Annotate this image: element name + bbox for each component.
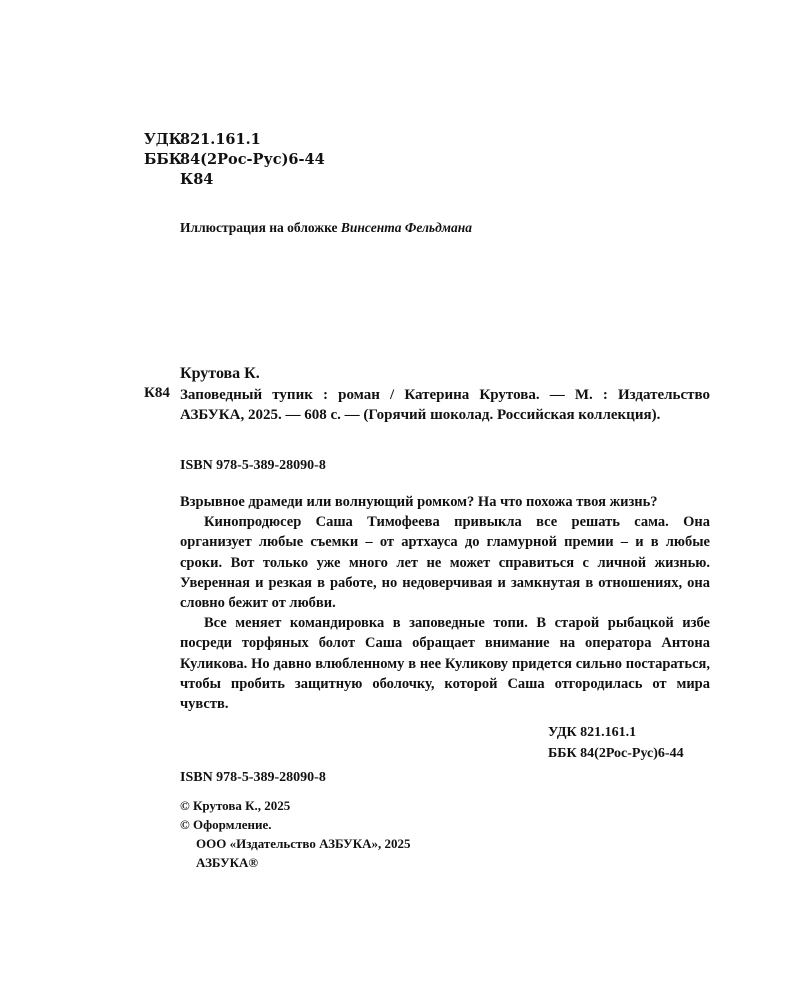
bbk-label: ББК [144, 151, 182, 168]
bibliographic-description: Заповедный тупик : роман / Катерина Крутова. — М. : Издательство АЗБУКА, 2025. — 608 с. — (Горячий шоколад. Российская коллекция). [180, 387, 710, 423]
udk-row [144, 130, 325, 150]
annotation-paragraph-2: Кинопродюсер Саша Тимофеева привыкла все решать сама. Она организует любые съемки – от артхауса до гламурной премии – и в любые сроки. Вот только уже много лет не может справиться с личной жизнью. Уверенная и резкая в работе, но недоверчивая и замкнутая в отношениях, она словно бежит от любви. [180, 514, 710, 612]
copyright-design: © Оформление. [180, 817, 272, 832]
isbn-top: ISBN 978-5-389-28090-8 [180, 458, 326, 473]
bbk-bottom: ББК 84(2Рос-Рус)6-44 [548, 746, 684, 761]
isbn-bottom: ISBN 978-5-389-28090-8 [180, 770, 326, 785]
copyright-block [180, 796, 411, 872]
bbk-row [144, 150, 325, 170]
annotation-paragraph-1: Взрывное драмеди или волнующий ромком? На что похожа твоя жизнь? [180, 494, 658, 510]
udk-label: УДК [144, 131, 182, 148]
classification-codes [144, 130, 325, 190]
copyright-publisher: ООО «Издательство АЗБУКА», 2025 [196, 836, 411, 851]
illustration-credit [180, 220, 472, 236]
copyright-author: © Крутова К., 2025 [180, 798, 291, 813]
udk-value: 821.161.1 [180, 131, 261, 148]
author-code: К84 [180, 171, 214, 188]
illustration-artist: Винсента Фельдмана [340, 220, 473, 235]
udk-bottom: УДК 821.161.1 [548, 725, 637, 740]
illustration-prefix: Иллюстрация на обложке [180, 220, 338, 235]
bbk-value: 84(2Рос-Рус)6-44 [180, 151, 325, 168]
annotation-paragraph-3: Все меняет командировка в заповедные топи. В старой рыбацкой избе посреди торфяных болот Саша обращает внимание на оператора Антона Куликова. Но давно влюбленному в нее Куликову придется сильно постараться, чтобы пробить защитную оболочку, которой Саша отгородилась от мира чувств. [180, 615, 710, 713]
annotation [180, 492, 710, 714]
author-heading: Крутова К. [180, 365, 260, 382]
entry-author-code: К84 [144, 385, 170, 401]
author-code-row [144, 170, 325, 190]
publisher-trademark: АЗБУКА® [196, 855, 259, 870]
classification-bottom [548, 722, 684, 764]
